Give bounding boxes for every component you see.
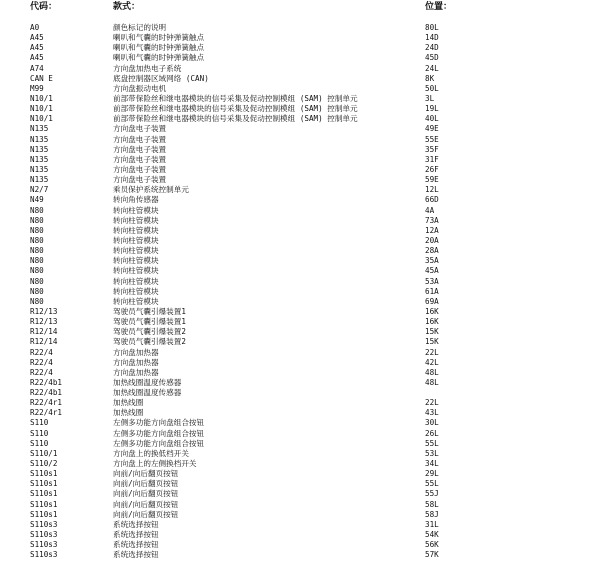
row-code: N135 xyxy=(30,175,49,185)
row-position: 35F xyxy=(425,144,439,154)
row-code: S110s1 xyxy=(30,509,58,519)
row-code: A45 xyxy=(30,43,44,53)
row-code: R22/4r1 xyxy=(30,398,63,408)
row-code: N10/1 xyxy=(30,93,53,103)
table-row xyxy=(0,246,603,256)
row-position: 15K xyxy=(425,327,439,337)
row-description: 方向盘电子装置 xyxy=(113,144,167,154)
table-row xyxy=(0,337,603,347)
row-description: 左侧多功能方向盘组合按钮 xyxy=(113,428,205,438)
row-code: N80 xyxy=(30,276,44,286)
row-code: N80 xyxy=(30,266,44,276)
row-description: 方向盘上的左侧换档开关 xyxy=(113,459,197,469)
table-row xyxy=(0,175,603,185)
table-row xyxy=(0,520,603,530)
row-description: 方向盘振动电机 xyxy=(113,83,167,93)
table-row xyxy=(0,84,603,94)
row-position: 45D xyxy=(425,53,439,63)
row-code: A45 xyxy=(30,33,44,43)
row-position: 22L xyxy=(425,347,439,357)
row-code: N80 xyxy=(30,215,44,225)
row-code: A45 xyxy=(30,53,44,63)
table-row xyxy=(0,155,603,165)
table-row xyxy=(0,74,603,84)
row-description: 前部带保险丝和继电器模块的信号采集及促动控制模组 (SAM) 控制单元 xyxy=(113,104,358,114)
row-code: N135 xyxy=(30,164,49,174)
row-position: 54K xyxy=(425,530,439,540)
row-position: 19L xyxy=(425,104,439,114)
table-row xyxy=(0,185,603,195)
row-code: R12/14 xyxy=(30,337,58,347)
row-position: 58J xyxy=(425,509,439,519)
column-header-description: 款式： xyxy=(113,2,141,12)
row-description: 驾驶员气囊引爆装置1 xyxy=(113,306,186,316)
table-row xyxy=(0,388,603,398)
table-row xyxy=(0,297,603,307)
row-position: 12L xyxy=(425,185,439,195)
table-row xyxy=(0,124,603,134)
row-position: 24D xyxy=(425,43,439,53)
row-position: 31F xyxy=(425,154,439,164)
row-position: 16K xyxy=(425,306,439,316)
row-code: N10/1 xyxy=(30,104,53,114)
row-position: 24L xyxy=(425,63,439,73)
table-row xyxy=(0,398,603,408)
row-description: 转向柱管模块 xyxy=(113,296,159,306)
row-code: N80 xyxy=(30,256,44,266)
row-code: N10/1 xyxy=(30,114,53,124)
row-description: 方向盘加热器 xyxy=(113,357,159,367)
row-description: 向前/向后翻页按钮 xyxy=(113,479,179,489)
row-code: N80 xyxy=(30,246,44,256)
row-position: 15K xyxy=(425,337,439,347)
table-row xyxy=(0,489,603,499)
row-position: 45A xyxy=(425,266,439,276)
table-row xyxy=(0,327,603,337)
table-row xyxy=(0,307,603,317)
table-row xyxy=(0,479,603,489)
row-code: R12/13 xyxy=(30,306,58,316)
row-position: 66D xyxy=(425,195,439,205)
row-description: 底盘控制器区域网络 (CAN) xyxy=(113,73,209,83)
row-description: 方向盘加热电子系统 xyxy=(113,63,182,73)
row-description: 方向盘电子装置 xyxy=(113,124,167,134)
table-row xyxy=(0,64,603,74)
table-row xyxy=(0,135,603,145)
row-code: N2/7 xyxy=(30,185,49,195)
row-description: 转向柱管模块 xyxy=(113,235,159,245)
row-code: S110/2 xyxy=(30,459,58,469)
row-position: 55E xyxy=(425,134,439,144)
table-row xyxy=(0,429,603,439)
row-position: 29L xyxy=(425,469,439,479)
row-code: S110s3 xyxy=(30,530,58,540)
row-description: 驾驶员气囊引爆装置2 xyxy=(113,337,186,347)
row-position: 58L xyxy=(425,499,439,509)
row-description: 前部带保险丝和继电器模块的信号采集及促动控制模组 (SAM) 控制单元 xyxy=(113,93,358,103)
table-row xyxy=(0,500,603,510)
row-code: N80 xyxy=(30,286,44,296)
table-row xyxy=(0,165,603,175)
row-code: S110s1 xyxy=(30,479,58,489)
table-row xyxy=(0,266,603,276)
row-code: M99 xyxy=(30,83,44,93)
row-description: 系统选择按钮 xyxy=(113,550,159,560)
row-position: 80L xyxy=(425,23,439,32)
row-position: 3L xyxy=(425,93,435,103)
row-position: 59E xyxy=(425,175,439,185)
table-row xyxy=(0,550,603,560)
row-description: 方向盘加热器 xyxy=(113,367,159,377)
row-position: 57K xyxy=(425,550,439,560)
row-code: R22/4 xyxy=(30,347,53,357)
table-row xyxy=(0,256,603,266)
row-description: 向前/向后翻页按钮 xyxy=(113,489,179,499)
row-position: 26L xyxy=(425,428,439,438)
table-row xyxy=(0,23,603,33)
row-description: 转向柱管模块 xyxy=(113,276,159,286)
row-position: 61A xyxy=(425,286,439,296)
table-row xyxy=(0,459,603,469)
table-row xyxy=(0,358,603,368)
row-description: 喇叭和气囊的时钟弹簧触点 xyxy=(113,33,205,43)
row-description: 转向角传感器 xyxy=(113,195,159,205)
row-code: N80 xyxy=(30,235,44,245)
row-code: S110 xyxy=(30,418,49,428)
row-description: 转向柱管模块 xyxy=(113,266,159,276)
row-description: 方向盘电子装置 xyxy=(113,134,167,144)
row-position: 53A xyxy=(425,276,439,286)
row-description: 转向柱管模块 xyxy=(113,256,159,266)
row-position: 43L xyxy=(425,408,439,418)
row-code: N135 xyxy=(30,144,49,154)
row-position: 16K xyxy=(425,317,439,327)
row-description: 转向柱管模块 xyxy=(113,246,159,256)
row-position: 40L xyxy=(425,114,439,124)
column-header-position: 位置： xyxy=(425,2,453,12)
row-description: 加热线圈 xyxy=(113,408,144,418)
row-position: 30L xyxy=(425,418,439,428)
row-description: 方向盘电子装置 xyxy=(113,154,167,164)
row-position: 4A xyxy=(425,205,435,215)
table-row xyxy=(0,206,603,216)
row-description: 驾驶员气囊引爆装置2 xyxy=(113,327,186,337)
table-row xyxy=(0,408,603,418)
row-code: R22/4b1 xyxy=(30,377,63,387)
column-header-code: 代码： xyxy=(30,2,58,12)
table-row xyxy=(0,277,603,287)
table-row xyxy=(0,287,603,297)
row-position: 26F xyxy=(425,164,439,174)
row-code: S110/1 xyxy=(30,448,58,458)
row-description: 加热线圈 xyxy=(113,398,144,408)
table-row xyxy=(0,114,603,124)
table-row xyxy=(0,510,603,520)
row-code: R22/4b1 xyxy=(30,388,63,398)
row-code: S110 xyxy=(30,438,49,448)
row-position: 22L xyxy=(425,398,439,408)
row-description: 喇叭和气囊的时钟弹簧触点 xyxy=(113,53,205,63)
row-description: 转向柱管模块 xyxy=(113,215,159,225)
row-code: N80 xyxy=(30,205,44,215)
table-row xyxy=(0,236,603,246)
row-code: S110s1 xyxy=(30,489,58,499)
table-row xyxy=(0,195,603,205)
row-code: R12/13 xyxy=(30,317,58,327)
row-code: N80 xyxy=(30,296,44,306)
table-row xyxy=(0,368,603,378)
table-row xyxy=(0,145,603,155)
row-description: 方向盘电子装置 xyxy=(113,175,167,185)
row-position: 53L xyxy=(425,448,439,458)
table-row xyxy=(0,33,603,43)
table-row xyxy=(0,216,603,226)
row-description: 向前/向后翻页按钮 xyxy=(113,499,179,509)
row-position: 55L xyxy=(425,438,439,448)
row-code: N135 xyxy=(30,154,49,164)
table-row xyxy=(0,317,603,327)
row-code: R12/14 xyxy=(30,327,58,337)
row-position: 34L xyxy=(425,459,439,469)
row-position: 8K xyxy=(425,73,435,83)
row-description: 颜色标记的说明 xyxy=(113,23,167,32)
row-code: A0 xyxy=(30,23,40,32)
row-position: 48L xyxy=(425,367,439,377)
row-description: 驾驶员气囊引爆装置1 xyxy=(113,317,186,327)
row-position: 69A xyxy=(425,296,439,306)
row-code: N135 xyxy=(30,134,49,144)
row-description: 方向盘电子装置 xyxy=(113,164,167,174)
row-code: S110s1 xyxy=(30,469,58,479)
table-row xyxy=(0,226,603,236)
row-position: 42L xyxy=(425,357,439,367)
table-row xyxy=(0,348,603,358)
row-position: 28A xyxy=(425,246,439,256)
row-code: S110s3 xyxy=(30,550,58,560)
row-code: N49 xyxy=(30,195,44,205)
row-code: S110s3 xyxy=(30,540,58,550)
row-position: 55L xyxy=(425,479,439,489)
row-position: 55J xyxy=(425,489,439,499)
row-code: R22/4 xyxy=(30,357,53,367)
row-position: 49E xyxy=(425,124,439,134)
row-position: 12A xyxy=(425,225,439,235)
row-code: S110s1 xyxy=(30,499,58,509)
row-code: A74 xyxy=(30,63,44,73)
row-description: 左侧多功能方向盘组合按钮 xyxy=(113,418,205,428)
row-description: 前部带保险丝和继电器模块的信号采集及促动控制模组 (SAM) 控制单元 xyxy=(113,114,358,124)
table-row xyxy=(0,540,603,550)
row-description: 向前/向后翻页按钮 xyxy=(113,469,179,479)
row-position: 31L xyxy=(425,519,439,529)
row-code: S110s3 xyxy=(30,519,58,529)
row-position: 56K xyxy=(425,540,439,550)
row-description: 加热线圈温度传感器 xyxy=(113,388,182,398)
row-description: 加热线圈温度传感器 xyxy=(113,377,182,387)
row-description: 转向柱管模块 xyxy=(113,286,159,296)
table-row xyxy=(0,43,603,53)
table-row xyxy=(0,53,603,63)
table-row xyxy=(0,104,603,114)
row-position: 48L xyxy=(425,377,439,387)
row-description: 方向盘上的换低档开关 xyxy=(113,448,189,458)
table-row xyxy=(0,439,603,449)
row-description: 左侧多功能方向盘组合按钮 xyxy=(113,438,205,448)
legend-table-body xyxy=(0,23,603,560)
row-code: R22/4 xyxy=(30,367,53,377)
row-position: 20A xyxy=(425,235,439,245)
row-description: 方向盘加热器 xyxy=(113,347,159,357)
row-description: 转向柱管模块 xyxy=(113,205,159,215)
table-row xyxy=(0,418,603,428)
table-row xyxy=(0,94,603,104)
row-position: 14D xyxy=(425,33,439,43)
row-position: 73A xyxy=(425,215,439,225)
row-code: S110 xyxy=(30,428,49,438)
table-row xyxy=(0,378,603,388)
row-code: N135 xyxy=(30,124,49,134)
row-code: R22/4r1 xyxy=(30,408,63,418)
table-row xyxy=(0,469,603,479)
row-description: 系统选择按钮 xyxy=(113,530,159,540)
row-description: 转向柱管模块 xyxy=(113,225,159,235)
row-position: 50L xyxy=(425,83,439,93)
row-position: 35A xyxy=(425,256,439,266)
table-row xyxy=(0,449,603,459)
row-description: 喇叭和气囊的时钟弹簧触点 xyxy=(113,43,205,53)
row-description: 向前/向后翻页按钮 xyxy=(113,509,179,519)
row-code: CAN E xyxy=(30,73,53,83)
row-description: 系统选择按钮 xyxy=(113,519,159,529)
row-description: 系统选择按钮 xyxy=(113,540,159,550)
row-code: N80 xyxy=(30,225,44,235)
table-row xyxy=(0,530,603,540)
row-description: 乘员保护系统控制单元 xyxy=(113,185,189,195)
